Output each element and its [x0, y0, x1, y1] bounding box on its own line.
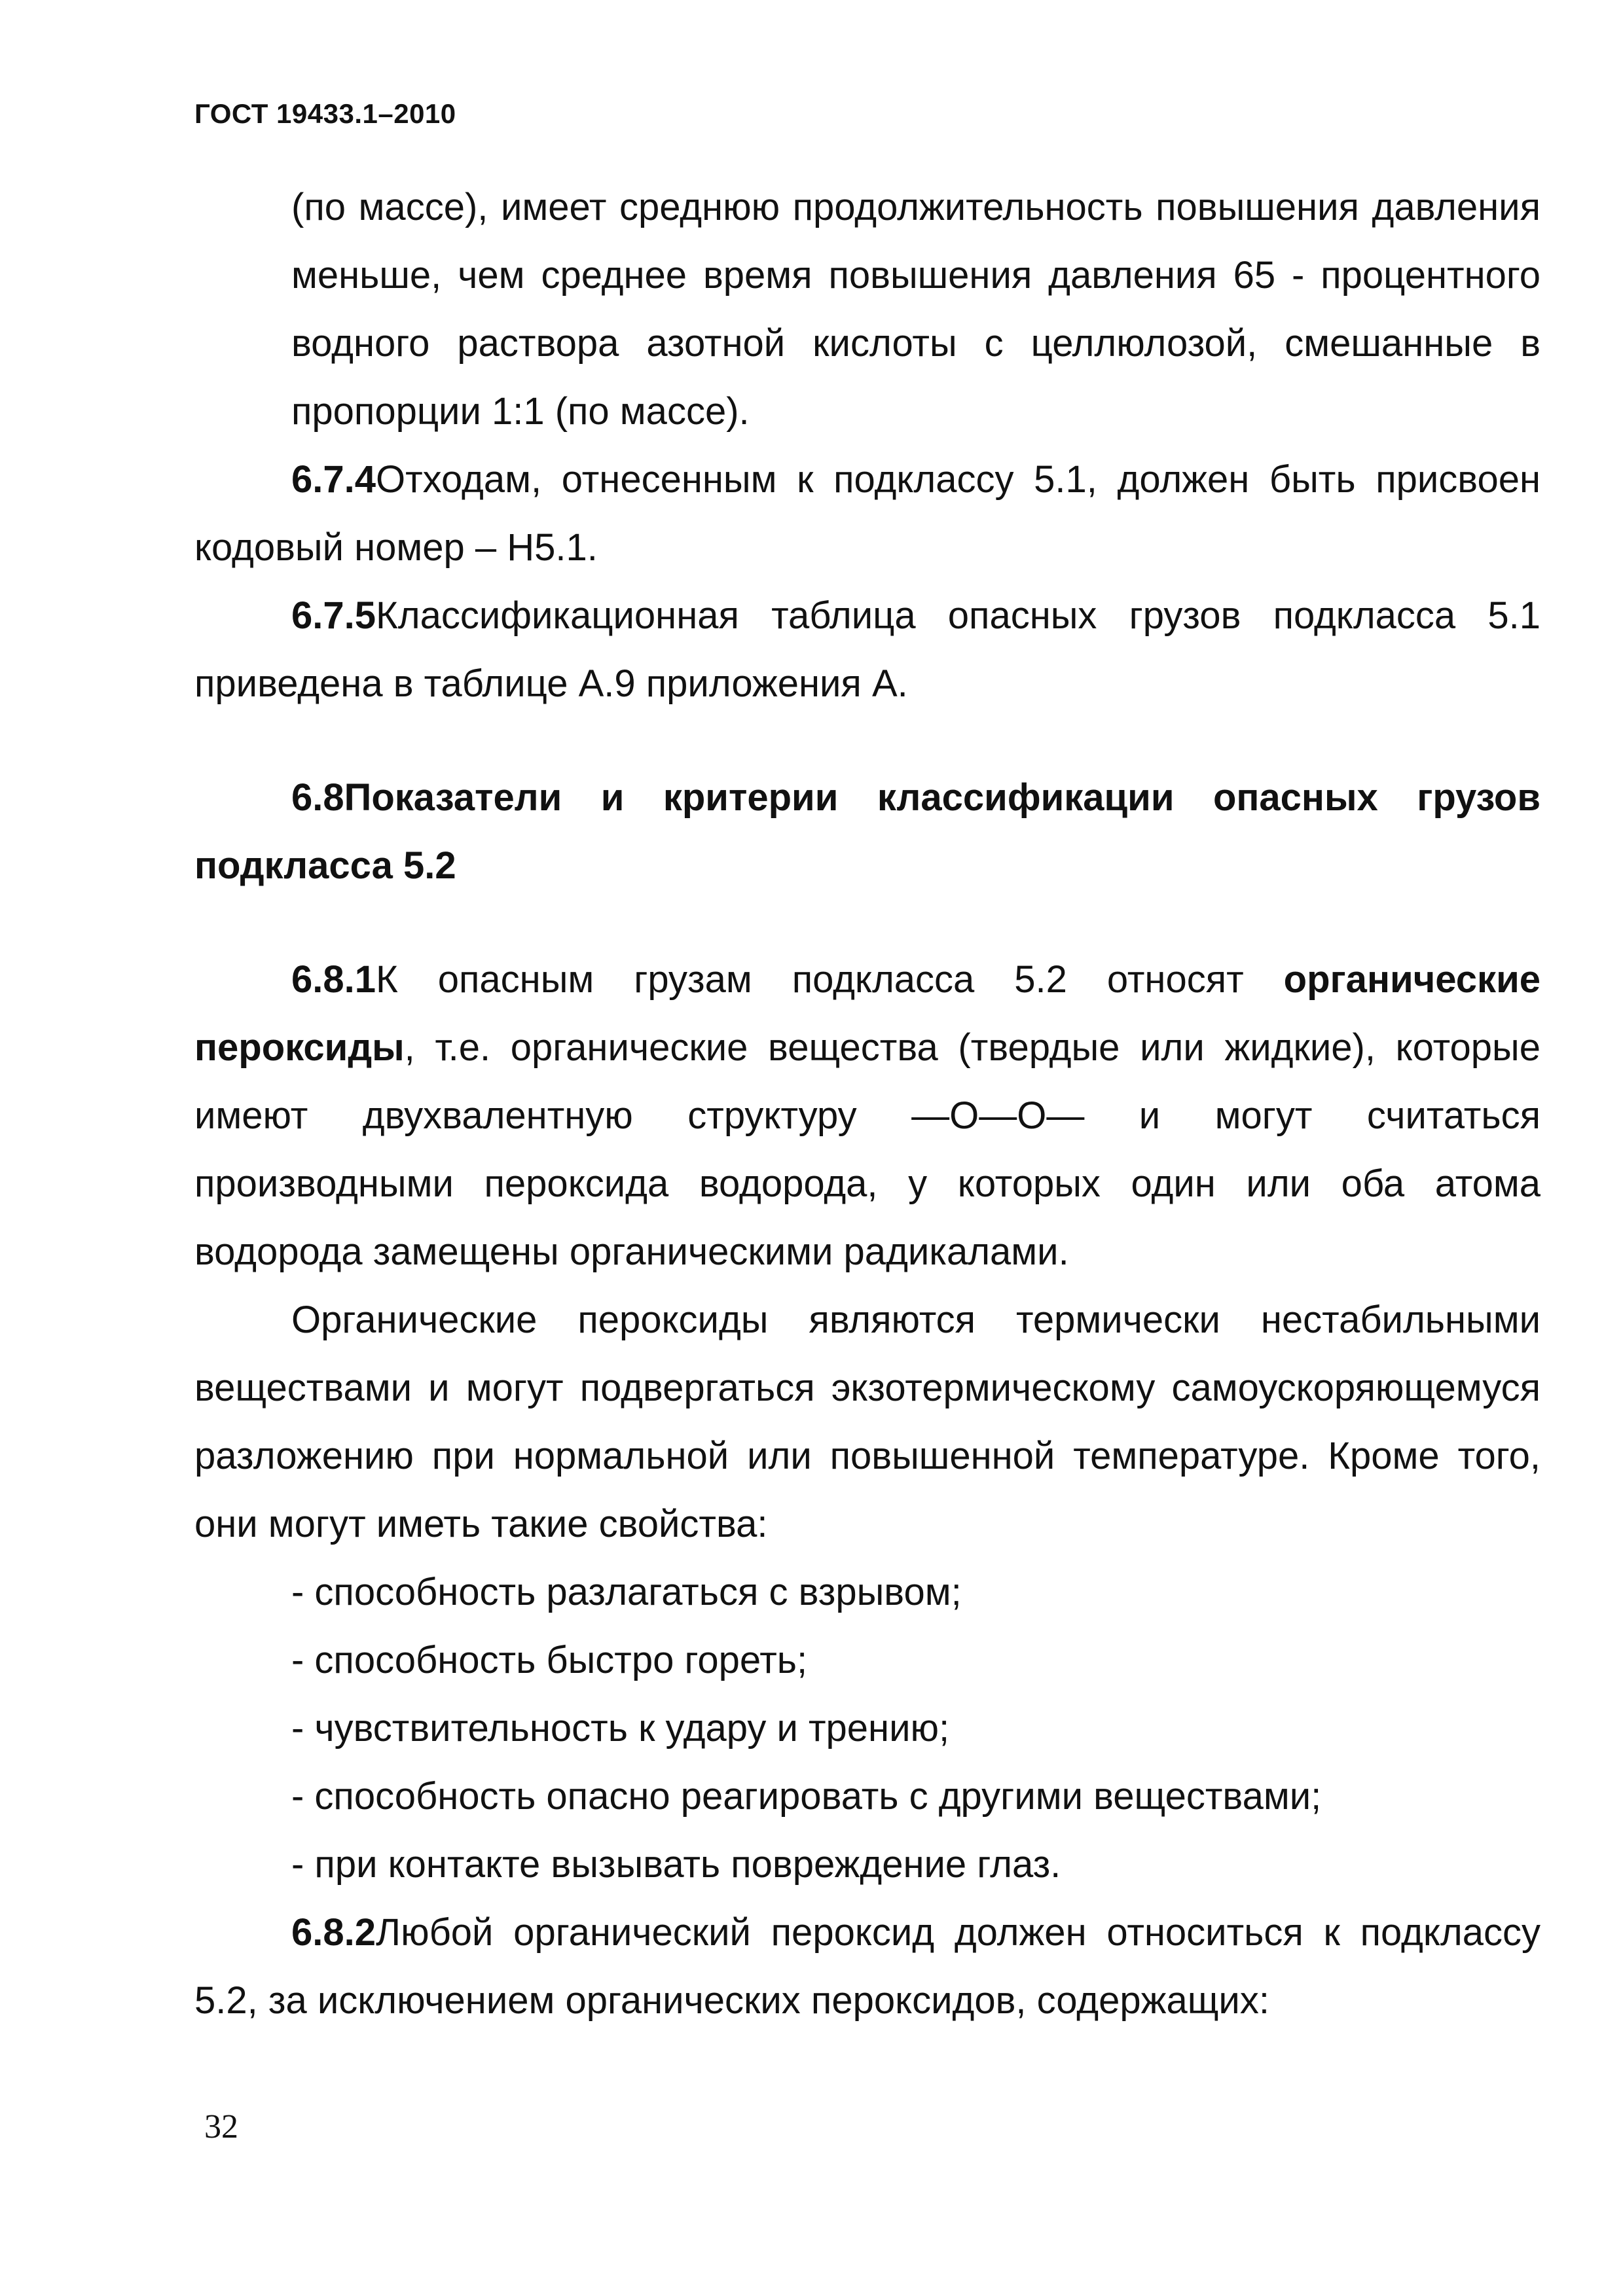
list-item: - чувствительность к удару и трению;	[291, 1707, 950, 1749]
document-body	[194, 173, 1541, 2035]
paragraph-text: Отходам, отнесенным к подклассу 5.1, должен быть присвоен кодовый номер – Н5.1.	[194, 458, 1541, 569]
paragraph-text: , т.е. органические вещества (твердые или жидкие), которые имеют двухвалентную структуру —O—O— и могут считаться производными пероксида водорода, у которых один или оба атома водорода замещены органическими радикалами.	[194, 1026, 1541, 1273]
section-number: 6.8.1	[291, 958, 376, 1001]
list-item: - способность разлагаться с взрывом;	[291, 1571, 962, 1613]
paragraph-6-7-4	[194, 446, 1541, 582]
paragraph-text: Любой органический пероксид должен относиться к подклассу 5.2, за исключением органических пероксидов, содержащих:	[194, 1911, 1541, 2022]
term-bold: органические пероксиды	[194, 958, 1541, 1069]
section-number: 6.7.5	[291, 594, 376, 637]
section-number: 6.7.4	[291, 458, 376, 501]
paragraph-text: Классификационная таблица опасных грузов подкласса 5.1 приведена в таблице А.9 приложения А.	[194, 594, 1541, 705]
section-number: 6.8	[291, 776, 344, 819]
section-title: Показатели и критерии классификации опасных грузов подкласса 5.2	[194, 776, 1541, 887]
paragraph-6-8-1	[194, 946, 1541, 1286]
paragraph-6-7-5	[194, 582, 1541, 718]
paragraph-text: К опасным грузам подкласса 5.2 относят	[376, 958, 1284, 1001]
section-heading-6-8	[194, 764, 1541, 900]
list-item: - способность опасно реагировать с другими веществами;	[291, 1775, 1322, 1818]
page-number: 32	[204, 2108, 238, 2145]
paragraph-organic-peroxides: Органические пероксиды являются термически нестабильными веществами и могут подвергаться экзотермическому самоускоряющемуся разложению при нормальной или повышенной температуре. Кроме того, они могут иметь такие свойства:	[194, 1299, 1541, 1545]
list-item: - способность быстро гореть;	[291, 1639, 808, 1681]
paragraph-continuation: (по массе), имеет среднюю продолжительность повышения давления меньше, чем среднее время повышения давления 65 - процентного водного раствора азотной кислоты с целлюлозой, смешанные в пропорции 1:1 (по массе).	[291, 186, 1541, 433]
document-header: ГОСТ 19433.1–2010	[194, 98, 456, 129]
list-item: - при контакте вызывать повреждение глаз.	[291, 1843, 1061, 1886]
paragraph-6-8-2	[194, 1899, 1541, 2035]
section-number: 6.8.2	[291, 1911, 376, 1954]
